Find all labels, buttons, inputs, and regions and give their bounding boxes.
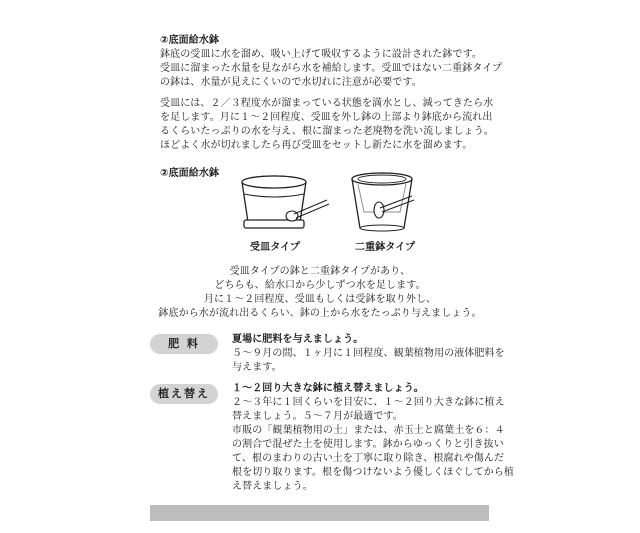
text-line: の割合で混ぜた土を使用します。鉢からゆっくりと引き抜い bbox=[232, 439, 504, 450]
repot-heading: １～２回り大きな鉢に植え替えましょう。 bbox=[232, 383, 424, 394]
intro-paragraph bbox=[160, 48, 502, 90]
saucer-type-label: 受皿タイプ bbox=[250, 242, 300, 253]
text-line: 受皿に溜まった水量を見ながら水を補給します。受皿ではない二重鉢タイプ bbox=[160, 63, 503, 74]
footer-bar bbox=[150, 505, 489, 521]
text-line: て、根のまわりの古い土を丁寧に取り除き、根腐れや傷んだ bbox=[232, 453, 505, 464]
caption-line: 月に１～２回程度、受皿もしくは受鉢を取り外し、 bbox=[203, 294, 437, 305]
fertilizer-heading: 夏場に肥料を与えましょう。 bbox=[232, 334, 364, 345]
text-line: るくらいたっぷりの水を与え、根に溜まった老廃物を洗い流しましょう。 bbox=[160, 126, 494, 137]
text-line: 市販の「観葉植物用の土」または、赤玉土と腐葉土を６：４ bbox=[232, 425, 505, 436]
double-pot-label: 二重鉢タイプ bbox=[355, 242, 416, 253]
text-line: 替えましょう。５～７月が最適です。 bbox=[232, 411, 403, 422]
fertilizer-text bbox=[232, 347, 505, 375]
text-line: 与えます。 bbox=[232, 362, 282, 373]
text-line: え替えましょう。 bbox=[232, 481, 313, 492]
figure-title: ②底面給水鉢 bbox=[160, 168, 220, 179]
watering-paragraph bbox=[160, 97, 494, 153]
caption-line: 鉢底から水が流れ出るくらい、鉢の上から水をたっぷり与えましょう。 bbox=[158, 308, 482, 319]
text-line: ほどよく水が切れましたら再び受皿をセットし新たに水を溜めます。 bbox=[160, 140, 473, 151]
repot-text bbox=[232, 396, 514, 494]
text-line: の鉢は、水量が見えにくいので水切れに注意が必要です。 bbox=[160, 77, 422, 88]
text-line: 受皿には、２／３程度水が溜まっている状態を満水とし、減ってきたら水 bbox=[160, 98, 494, 109]
double-pot-icon bbox=[352, 173, 414, 231]
saucer-type-pot-icon bbox=[242, 176, 329, 228]
text-line: 鉢底の受皿に水を溜め、吸い上げて吸収するように設計された鉢です。 bbox=[160, 49, 482, 60]
text-line: 根を切り取ります。根を傷つけないよう優しくほぐしてから植 bbox=[232, 467, 514, 478]
text-line: ５～９月の間、１ヶ月に１回程度、観葉植物用の液体肥料を bbox=[232, 348, 505, 359]
fertilizer-tab: 肥 料 bbox=[150, 334, 218, 354]
repot-tab: 植え替え bbox=[150, 384, 218, 404]
figure-caption bbox=[150, 265, 490, 321]
section-title: ②底面給水鉢 bbox=[160, 35, 220, 46]
text-line: を足します。月に１～２回程度、受皿を外し鉢の上部より鉢底から流れ出 bbox=[160, 112, 493, 123]
text-line: ２～３年に１回くらいを目安に、１～２回り大きな鉢に植え bbox=[232, 397, 505, 408]
pot-illustration bbox=[230, 170, 430, 240]
caption-line: どちらも、給水口から少しずつ水を足します。 bbox=[214, 280, 426, 291]
caption-line: 受皿タイプの鉢と二重鉢タイプがあり、 bbox=[229, 266, 411, 277]
